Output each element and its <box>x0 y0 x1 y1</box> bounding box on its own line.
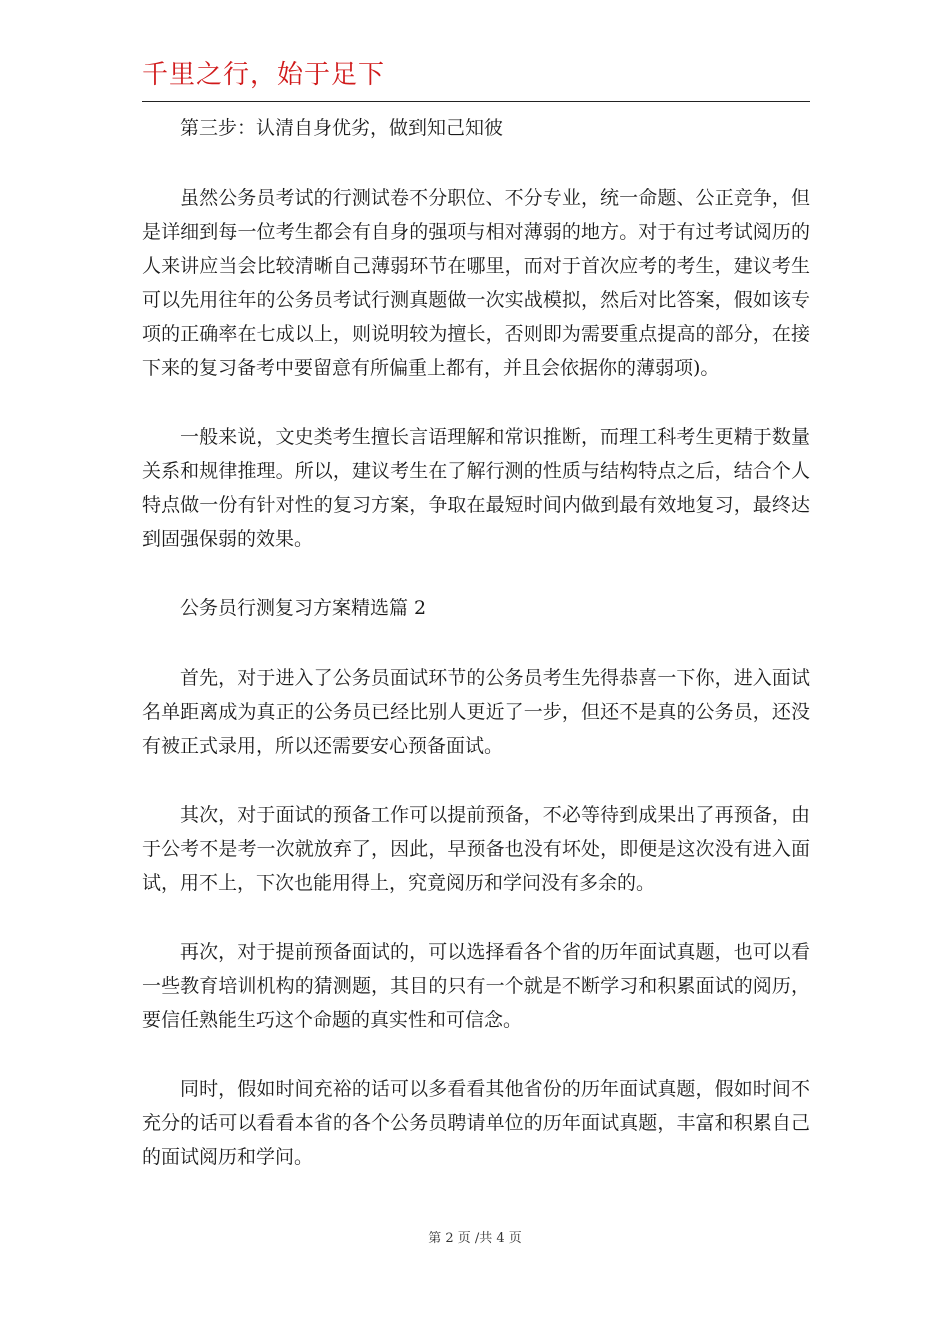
section-heading-step-three: 第三步：认清自身优劣，做到知己知彼 <box>180 117 504 139</box>
section-heading-part-two: 公务员行测复习方案精选篇 2 <box>180 597 427 619</box>
paragraph-1: 虽然公务员考试的行测试卷不分职位、不分专业，统一命题、公正竞争，但是详细到每一位考生都会有自身的强项与相对薄弱的地方。对于有过考试阅历的人来讲应当会比较清晰自己薄弱环节在哪里，而对于首次应考的考生，建议考生可以先用往年的公务员考试行测真题做一次实战模拟，然后对比答案，假如该专项的正确率在七成以上，则说明较为擅长，否则即为需要重点提高的部分，在接下来的复习备考中要留意有所偏重上都有，并且会依据你的薄弱项)。 <box>142 187 810 379</box>
document-body <box>142 111 810 1209</box>
header-title: 千里之行，始于足下 <box>142 60 386 90</box>
paragraph-2: 一般来说，文史类考生擅长言语理解和常识推断，而理工科考生更精于数量关系和规律推理。所以，建议考生在了解行测的性质与结构特点之后，结合个人特点做一份有针对性的复习方案，争取在最短时间内做到最有效地复习，最终达到固强保弱的效果。 <box>142 426 810 550</box>
paragraph-5: 再次，对于提前预备面试的，可以选择看各个省的历年面试真题，也可以看一些教育培训机构的猜测题，其目的只有一个就是不断学习和积累面试的阅历，要信任熟能生巧这个命题的真实性和可信念。 <box>142 941 810 1031</box>
paragraph-6: 同时，假如时间充裕的话可以多看看其他省份的历年面试真题，假如时间不充分的话可以看看本省的各个公务员聘请单位的历年面试真题，丰富和积累自己的面试阅历和学问。 <box>142 1078 810 1168</box>
header-divider <box>142 101 810 102</box>
page-number-footer: 第 2 页 /共 4 页 <box>428 1231 522 1246</box>
paragraph-3: 首先，对于进入了公务员面试环节的公务员考生先得恭喜一下你，进入面试名单距离成为真正的公务员已经比别人更近了一步，但还不是真的公务员，还没有被正式录用，所以还需要安心预备面试。 <box>142 667 810 757</box>
paragraph-4: 其次，对于面试的预备工作可以提前预备，不必等待到成果出了再预备，由于公考不是考一次就放弃了，因此，早预备也没有坏处，即便是这次没有进入面试，用不上，下次也能用得上，究竟阅历和学问没有多余的。 <box>142 804 810 894</box>
